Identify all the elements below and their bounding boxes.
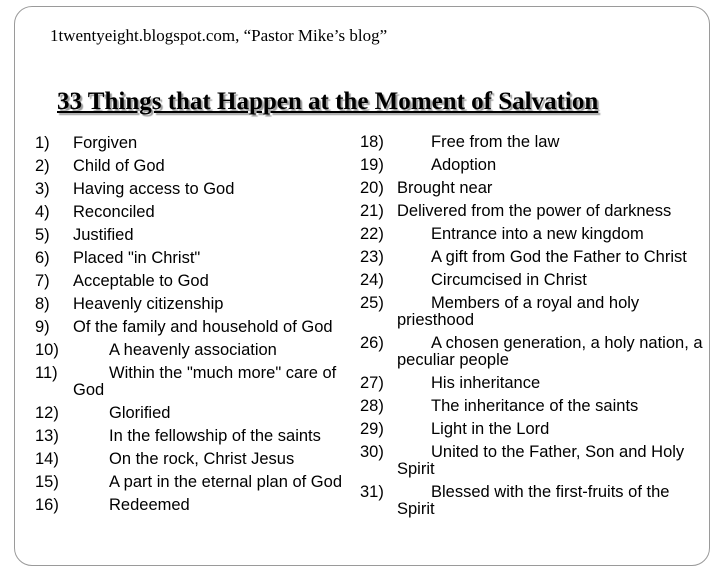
item-text: Redeemed xyxy=(109,496,190,514)
item-number: 4) xyxy=(35,203,50,221)
list-item xyxy=(35,181,345,204)
list-item xyxy=(35,405,345,428)
blog-header: 1twentyeight.blogspot.com, “Pastor Mike’s blog” xyxy=(50,26,388,45)
item-number: 19) xyxy=(360,156,384,174)
list-item xyxy=(35,158,345,181)
list-item xyxy=(360,421,705,444)
item-text: Adoption xyxy=(431,156,497,174)
item-number: 31) xyxy=(360,483,384,501)
item-text: Delivered from the power of darkness xyxy=(397,202,672,220)
item-text: Glorified xyxy=(109,404,171,422)
item-number: 21) xyxy=(360,202,384,220)
item-number: 24) xyxy=(360,271,384,289)
slide-title: 33 Things that Happen at the Moment of Salvation xyxy=(57,88,599,115)
list-item xyxy=(35,227,345,250)
list-item xyxy=(35,342,345,365)
item-text: A part in the eternal plan of God xyxy=(109,473,342,491)
list-item xyxy=(360,134,705,157)
item-text: Of the family and household of God xyxy=(73,318,333,336)
item-text: Acceptable to God xyxy=(73,272,209,290)
list-item xyxy=(35,474,345,497)
item-text: Entrance into a new kingdom xyxy=(431,225,644,243)
left-list xyxy=(35,135,345,520)
item-text: Within the "much more" care of God xyxy=(73,364,337,399)
list-item xyxy=(35,135,345,158)
item-number: 7) xyxy=(35,272,50,290)
item-number: 25) xyxy=(360,294,384,312)
list-item xyxy=(360,484,705,524)
list-item xyxy=(360,375,705,398)
item-text: On the rock, Christ Jesus xyxy=(109,450,295,468)
item-number: 18) xyxy=(360,133,384,151)
item-number: 16) xyxy=(35,496,59,514)
item-text: In the fellowship of the saints xyxy=(109,427,321,445)
item-number: 3) xyxy=(35,180,50,198)
list-item xyxy=(35,319,345,342)
list-item xyxy=(360,226,705,249)
list-item xyxy=(360,180,705,203)
item-text: A gift from God the Father to Christ xyxy=(431,248,687,266)
list-item xyxy=(360,272,705,295)
item-number: 10) xyxy=(35,341,59,359)
item-text: Reconciled xyxy=(73,203,155,221)
item-number: 27) xyxy=(360,374,384,392)
list-item xyxy=(360,444,705,484)
item-number: 12) xyxy=(35,404,59,422)
list-item xyxy=(35,428,345,451)
list-item xyxy=(35,250,345,273)
list-item xyxy=(35,296,345,319)
item-number: 13) xyxy=(35,427,59,445)
item-number: 8) xyxy=(35,295,50,313)
item-number: 2) xyxy=(35,157,50,175)
item-number: 5) xyxy=(35,226,50,244)
item-text: A heavenly association xyxy=(109,341,277,359)
list-item xyxy=(35,365,345,405)
item-text: The inheritance of the saints xyxy=(431,397,639,415)
item-number: 14) xyxy=(35,450,59,468)
item-number: 6) xyxy=(35,249,50,267)
item-number: 20) xyxy=(360,179,384,197)
list-item xyxy=(35,497,345,520)
list-item xyxy=(360,335,705,375)
list-item xyxy=(35,273,345,296)
item-number: 23) xyxy=(360,248,384,266)
item-text: Child of God xyxy=(73,157,165,175)
item-number: 15) xyxy=(35,473,59,491)
item-text: Blessed with the first-fruits of the Spirit xyxy=(397,483,670,518)
item-text: Heavenly citizenship xyxy=(73,295,224,313)
list-item xyxy=(360,398,705,421)
item-number: 1) xyxy=(35,134,50,152)
list-item xyxy=(360,295,705,335)
item-text: Brought near xyxy=(397,179,493,197)
item-number: 26) xyxy=(360,334,384,352)
item-number: 29) xyxy=(360,420,384,438)
list-item xyxy=(360,203,705,226)
list-item xyxy=(35,204,345,227)
item-text: Circumcised in Christ xyxy=(431,271,587,289)
list-item xyxy=(35,451,345,474)
item-number: 28) xyxy=(360,397,384,415)
item-number: 11) xyxy=(35,364,58,382)
item-text: Justified xyxy=(73,226,134,244)
item-text: United to the Father, Son and Holy Spirit xyxy=(397,443,685,478)
item-number: 9) xyxy=(35,318,50,336)
item-text: Forgiven xyxy=(73,134,138,152)
item-text: Members of a royal and holy priesthood xyxy=(397,294,640,329)
item-text: Light in the Lord xyxy=(431,420,550,438)
item-number: 30) xyxy=(360,443,384,461)
item-text: A chosen generation, a holy nation, a peculiar people xyxy=(397,334,703,369)
item-text: His inheritance xyxy=(431,374,541,392)
item-text: Placed "in Christ" xyxy=(73,249,201,267)
right-list xyxy=(360,134,705,524)
item-text: Free from the law xyxy=(431,133,560,151)
item-text: Having access to God xyxy=(73,180,235,198)
list-item xyxy=(360,157,705,180)
list-item xyxy=(360,249,705,272)
item-number: 22) xyxy=(360,225,384,243)
